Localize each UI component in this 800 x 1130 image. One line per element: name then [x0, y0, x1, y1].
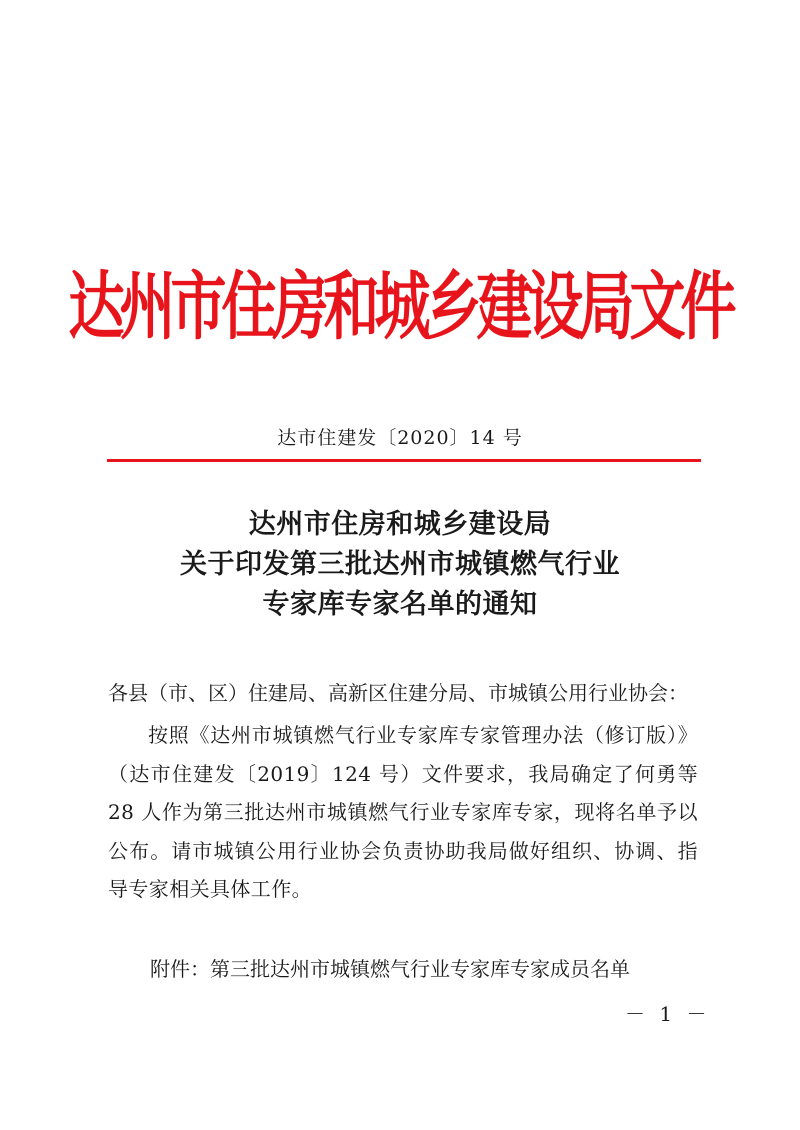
title-line-2: 关于印发第三批达州市城镇燃气行业 [180, 549, 620, 580]
salutation: 各县（市、区）住建局、高新区住建分局、市城镇公用行业协会： [108, 681, 688, 705]
document-number: 达市住建发〔2020〕14 号 [277, 427, 523, 449]
attachment-note: 附件：第三批达州市城镇燃气行业专家库专家成员名单 [150, 957, 630, 981]
document-masthead: 达州市住房和城乡建设局文件 [68, 264, 732, 351]
document-title [0, 505, 800, 625]
page-number: － 1 － [625, 1002, 711, 1026]
title-line-1: 达州市住房和城乡建设局 [248, 509, 552, 540]
body-paragraph: 按照《达州市城镇燃气行业专家库专家管理办法（修订版）》（达市住建发〔2019〕124 号）文件要求，我局确定了何勇等 28 人作为第三批达州市城镇燃气行业专家库专家，现将名单予以公布。请市城镇公用行业协会负责协助我局做好组织、协调、指导专家相关具体工作。 [108, 723, 698, 901]
title-line-3: 专家库专家名单的通知 [262, 589, 538, 620]
red-divider-line [107, 459, 701, 462]
